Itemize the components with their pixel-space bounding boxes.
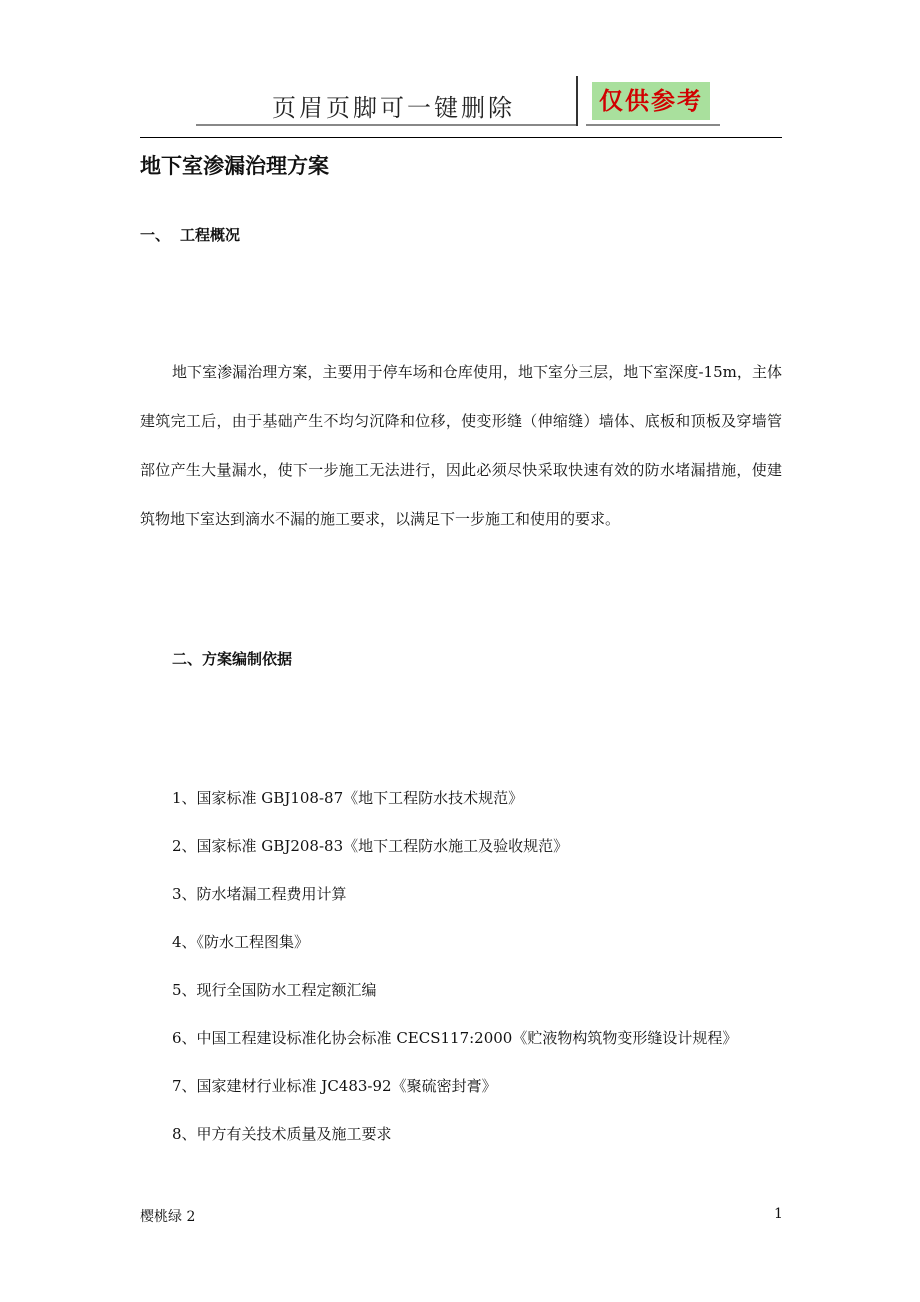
section1-heading-text: 工程概况 xyxy=(180,226,241,244)
header-banner-underline xyxy=(196,124,576,126)
section2-heading: 二、方案编制依据 xyxy=(172,650,293,668)
header-banner-text: 页眉页脚可一键删除 xyxy=(272,94,515,122)
document-title: 地下室渗漏治理方案 xyxy=(140,154,329,178)
section1-paragraph-text: 地下室渗漏治理方案，主要用于停车场和仓库使用，地下室分三层，地下室深度-15m，主体建筑完工后，由于基础产生不均匀沉降和位移，使变形缝（伸缩缝）墙体、底板和顶板及穿墙管部位产生大量漏水，使下一步施工无法进行，因此必须尽快采取快速有效的防水堵漏措施，使建筑物地下室达到滴水不漏的施工要求，以满足下一步施工和使用的要求。 xyxy=(140,363,782,528)
list-item: 4、《防水工程图集》 xyxy=(172,933,310,951)
header-divider-vertical xyxy=(576,76,578,126)
stamp-underline xyxy=(586,124,720,126)
list-item: 3、防水堵漏工程费用计算 xyxy=(172,885,347,903)
section1-paragraph xyxy=(140,348,782,544)
list-item: 2、国家标准 GBJ208-83《地下工程防水施工及验收规范》 xyxy=(172,837,569,855)
list-item: 6、中国工程建设标准化协会标准 CECS117:2000《贮液物构筑物变形缝设计规程》 xyxy=(172,1029,738,1047)
footer-left-text: 樱桃绿 2 xyxy=(140,1209,196,1225)
header-rule xyxy=(140,137,782,138)
reference-only-stamp: 仅供参考 xyxy=(592,82,710,120)
list-item: 5、现行全国防水工程定额汇编 xyxy=(172,981,377,999)
list-item: 8、甲方有关技术质量及施工要求 xyxy=(172,1125,392,1143)
list-item: 7、国家建材行业标准 JC483-92《聚硫密封膏》 xyxy=(172,1077,497,1095)
footer-page-number: 1 xyxy=(774,1206,783,1222)
list-item: 1、国家标准 GBJ108-87《地下工程防水技术规范》 xyxy=(172,789,524,807)
section1-heading-number: 一、 xyxy=(140,226,171,244)
